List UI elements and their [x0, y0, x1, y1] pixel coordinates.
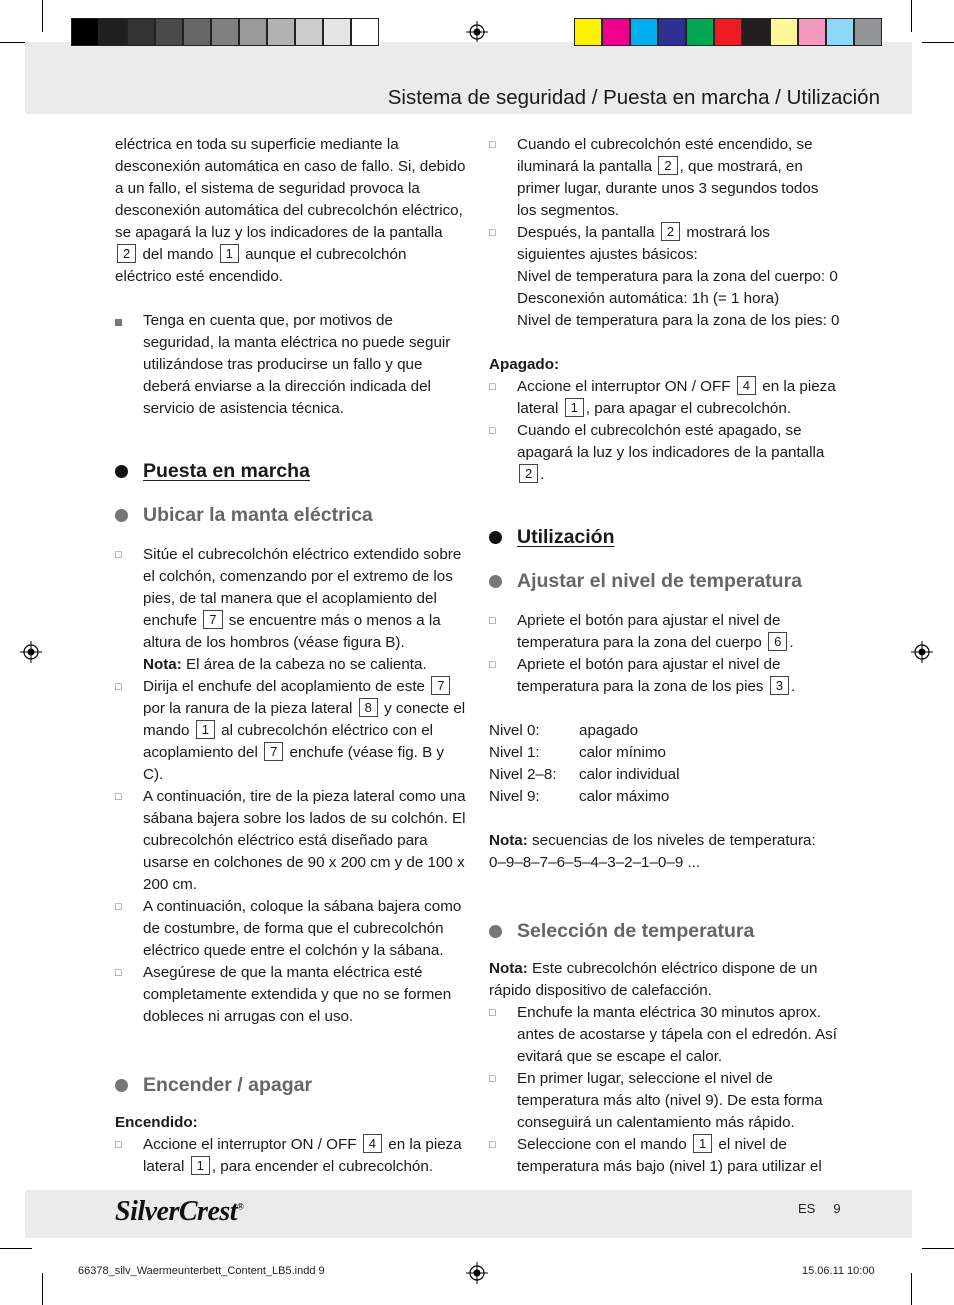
- section-heading-puesta: Puesta en marcha: [115, 454, 467, 488]
- ref-number: 2: [519, 464, 538, 483]
- checkbox-bullet-icon: □: [115, 1139, 122, 1151]
- color-swatch: [714, 18, 742, 46]
- language-code: ES: [798, 1201, 816, 1216]
- ref-number: 7: [203, 610, 222, 629]
- ref-number: 6: [768, 632, 787, 651]
- slug-filename: 66378_silv_Waermeunterbett_Content_LB5.indd 9: [78, 1265, 325, 1277]
- checkbox-bullet-icon: □: [489, 1139, 496, 1151]
- list-item: □ Accione el interruptor ON / OFF 4 en la pieza lateral 1 , para apagar el cubrecolchón.: [489, 378, 836, 417]
- color-swatch: [854, 18, 882, 46]
- list-item: □ Después, la pantalla 2 mostrará los siguientes ajustes básicos: Nivel de temperatura para la zona del cuerpo: 0 Desconexión automática: 1h (= 1 hora) Nivel de temperatura para la zona de los pies: 0: [489, 224, 840, 329]
- checkbox-bullet-icon: □: [115, 901, 122, 913]
- level-row: Nivel 9: calor máximo: [489, 788, 670, 805]
- registration-mark-icon: [466, 1262, 488, 1284]
- subsection-heading-ubicar: Ubicar la manta eléctrica: [115, 498, 467, 532]
- list-item: □ Accione el interruptor ON / OFF 4 en la pieza lateral 1 , para encender el cubrecolchón.: [115, 1136, 462, 1175]
- ref-number: 2: [117, 244, 136, 263]
- ref-number: 1: [565, 398, 584, 417]
- color-swatch: [826, 18, 854, 46]
- list-item: □ En primer lugar, seleccione el nivel de temperatura más alto (nivel 9). De esta forma conseguirá un calentamiento más rápido.: [489, 1070, 823, 1131]
- checkbox-bullet-icon: □: [115, 791, 122, 803]
- crop-mark: [0, 1248, 32, 1249]
- gray-swatch: [267, 18, 295, 46]
- crop-mark: [911, 0, 912, 32]
- encendido-label: Encendido:: [115, 1114, 198, 1131]
- gray-swatch: [323, 18, 351, 46]
- ref-number: 1: [220, 244, 239, 263]
- square-bullet-icon: [115, 319, 122, 326]
- checkbox-bullet-icon: □: [489, 1007, 496, 1019]
- color-swatch: [658, 18, 686, 46]
- crop-mark: [911, 1273, 912, 1305]
- checkbox-bullet-icon: □: [489, 659, 496, 671]
- page-title: Sistema de seguridad / Puesta en marcha / Utilización: [387, 86, 880, 109]
- ref-number: 8: [359, 698, 378, 717]
- heading-dot-icon: [115, 465, 128, 478]
- apagado-label: Apagado:: [489, 356, 560, 373]
- checkbox-bullet-icon: □: [115, 549, 122, 561]
- heading-dot-icon: [489, 925, 502, 938]
- level-row: Nivel 1: calor mínimo: [489, 744, 666, 761]
- right-column: [489, 134, 841, 1178]
- color-swatch: [770, 18, 798, 46]
- ref-number: 7: [431, 676, 450, 695]
- color-swatch: [742, 18, 770, 46]
- ref-number: 4: [363, 1134, 382, 1153]
- page-info: [798, 1201, 841, 1216]
- checkbox-bullet-icon: □: [489, 1073, 496, 1085]
- level-row: Nivel 0: apagado: [489, 722, 639, 739]
- list-item: □ Dirija el enchufe del acoplamiento de este 7 por la ranura de la pieza lateral 8 y conecte el mando 1 al cubrecolchón eléctrico con el acoplamiento del 7 enchufe (véase fig. B y C).: [115, 678, 466, 783]
- color-swatch: [686, 18, 714, 46]
- registration-mark-icon: [20, 641, 42, 663]
- gray-swatch: [351, 18, 379, 46]
- list-item: □ Asegúrese de que la manta eléctrica esté completamente extendida y que no se formen dobleces ni arrugas con el uso.: [115, 964, 452, 1025]
- ref-number: 7: [264, 742, 283, 761]
- section-heading-utilizacion: Utilización: [489, 520, 841, 554]
- list-item: □ Cuando el cubrecolchón esté apagado, se apagará la luz y los indicadores de la pantalla 2 .: [489, 422, 825, 483]
- subsection-heading-seleccion: Selección de temperatura: [489, 914, 841, 948]
- checkbox-bullet-icon: □: [489, 381, 496, 393]
- ref-number: 1: [196, 720, 215, 739]
- intro-paragraph: eléctrica en toda su superficie mediante la desconexión automática en caso de fallo. Si, debido a un fallo, el sistema de seguridad provoca la desconexión automática del cubrecolchón eléctrico, se apagará la luz y los indicadores de la pantalla 2 del mando 1 aunque el cubrecolchón eléctrico esté encendido.: [115, 136, 466, 285]
- list-item: □ Apriete el botón para ajustar el nivel de temperatura para la zona de los pies 3 .: [489, 656, 796, 695]
- heading-dot-icon: [115, 509, 128, 522]
- gray-swatch: [295, 18, 323, 46]
- gray-swatch: [155, 18, 183, 46]
- color-swatch: [574, 18, 602, 46]
- checkbox-bullet-icon: □: [115, 681, 122, 693]
- ref-number: 1: [693, 1134, 712, 1153]
- gray-swatch: [239, 18, 267, 46]
- list-item: □ A continuación, tire de la pieza lateral como una sábana bajera sobre los lados de su colchón. El cubrecolchón eléctrico está diseñado para usarse en colchones de 90 x 200 cm y de 100 x 200 cm.: [115, 788, 466, 893]
- safety-note: Tenga en cuenta que, por motivos de seguridad, la manta eléctrica no puede seguir utilizándose tras producirse un fallo y que deberá enviarse a la dirección indicada del servicio de asistencia técnica.: [115, 310, 467, 420]
- subsection-heading-encender: Encender / apagar: [115, 1068, 467, 1102]
- list-item: □ Apriete el botón para ajustar el nivel de temperatura para la zona del cuerpo 6 .: [489, 612, 794, 651]
- gray-swatch: [211, 18, 239, 46]
- ref-number: 2: [661, 222, 680, 241]
- gray-swatch: [71, 18, 99, 46]
- page-number: 9: [833, 1201, 841, 1216]
- gray-swatch: [99, 18, 127, 46]
- ref-number: 4: [737, 376, 756, 395]
- checkbox-bullet-icon: □: [489, 227, 496, 239]
- registration-mark-icon: [911, 641, 933, 663]
- heading-dot-icon: [489, 531, 502, 544]
- crop-mark: [42, 0, 43, 32]
- ref-number: 2: [658, 156, 677, 175]
- checkbox-bullet-icon: □: [115, 967, 122, 979]
- brand-logo: SilverCrest®: [115, 1196, 244, 1227]
- list-item: □ Cuando el cubrecolchón esté encendido, se iluminará la pantalla 2 , que mostrará, en primer lugar, durante unos 3 segundos todos los segmentos.: [489, 136, 819, 219]
- gray-swatch: [183, 18, 211, 46]
- checkbox-bullet-icon: □: [489, 139, 496, 151]
- heading-dot-icon: [115, 1079, 128, 1092]
- registration-mark-icon: [466, 21, 488, 43]
- crop-mark: [922, 1248, 954, 1249]
- slug-date: 15.06.11 10:00: [802, 1265, 875, 1277]
- level-row: Nivel 2–8: calor individual: [489, 766, 680, 783]
- ref-number: 1: [191, 1156, 210, 1175]
- crop-mark: [42, 1273, 43, 1305]
- list-item: □ Seleccione con el mando 1 el nivel de temperatura más bajo (nivel 1) para utilizar el: [489, 1136, 822, 1175]
- list-item: □ Enchufe la manta eléctrica 30 minutos aprox. antes de acostarse y tápela con el edredón. Así evitará que se escape el calor.: [489, 1004, 837, 1065]
- crop-mark: [922, 42, 954, 43]
- subsection-heading-ajustar: Ajustar el nivel de temperatura: [489, 564, 841, 598]
- gray-swatch: [127, 18, 155, 46]
- heading-dot-icon: [489, 575, 502, 588]
- checkbox-bullet-icon: □: [489, 615, 496, 627]
- ref-number: 3: [770, 676, 789, 695]
- seleccion-note: Nota: Este cubrecolchón eléctrico dispone de un rápido dispositivo de calefacción.: [489, 960, 818, 999]
- left-column: [115, 134, 467, 1178]
- color-swatch: [602, 18, 630, 46]
- checkbox-bullet-icon: □: [489, 425, 496, 437]
- color-swatch: [630, 18, 658, 46]
- sequence-note: Nota: secuencias de los niveles de temperatura: 0–9–8–7–6–5–4–3–2–1–0–9 ...: [489, 832, 816, 871]
- color-swatch: [798, 18, 826, 46]
- list-item: □ Sitúe el cubrecolchón eléctrico extendido sobre el colchón, comenzando por el extremo de los pies, de tal manera que el acoplamiento del enchufe 7 se encuentre más o menos a la altura de los hombros (véase figura B). Nota: El área de la cabeza no se calienta.: [115, 546, 462, 673]
- list-item: □ A continuación, coloque la sábana bajera como de costumbre, de forma que el cubrecolchón eléctrico quede entre el colchón y la sábana.: [115, 898, 462, 959]
